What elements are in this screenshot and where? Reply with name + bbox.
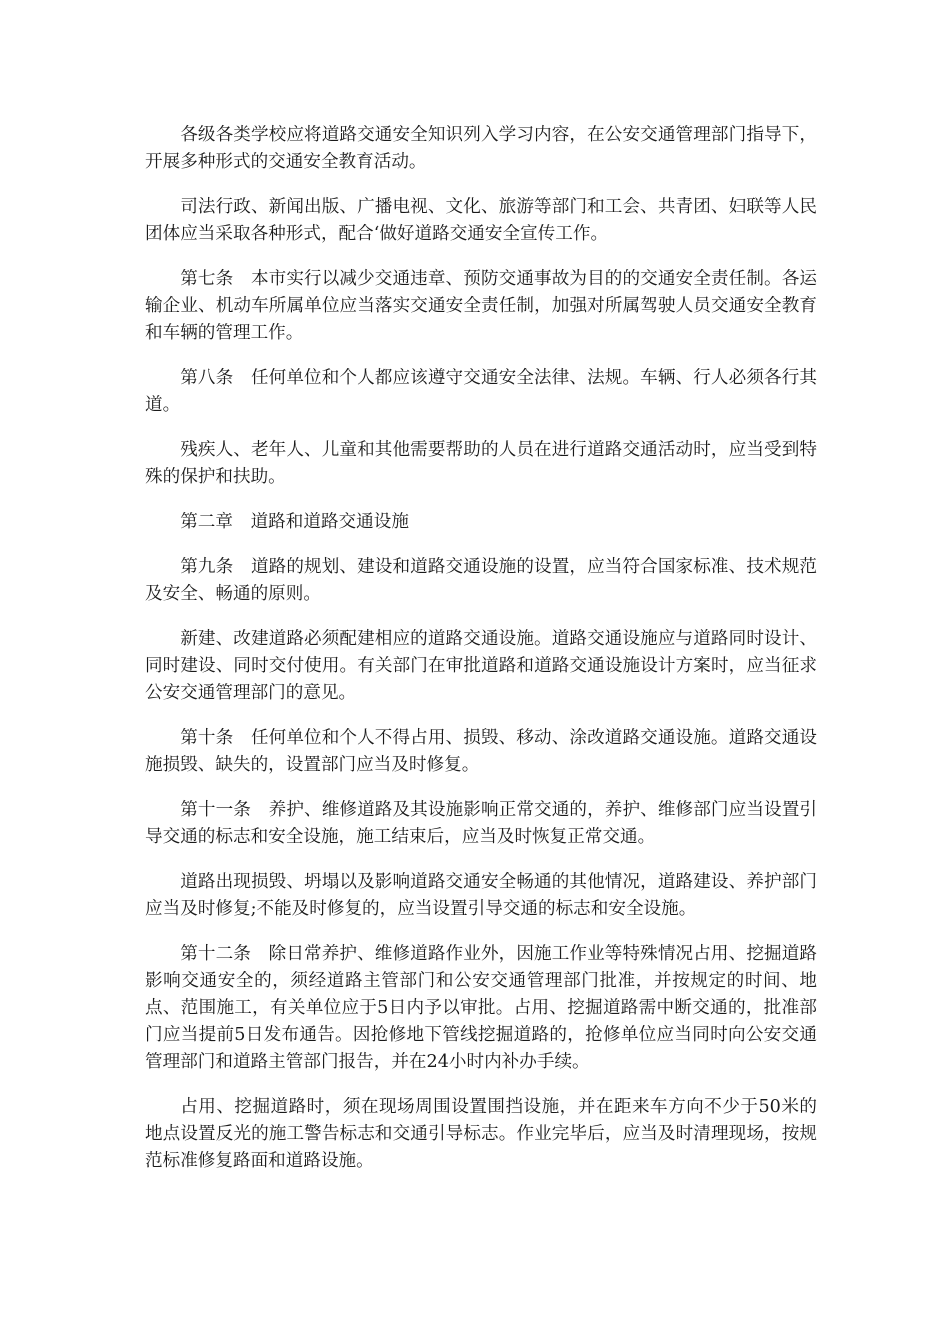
paragraph-road-damage: 道路出现损毁、坍塌以及影响道路交通安全畅通的其他情况，道路建设、养护部门应当及时修复;不能及时修复的，应当设置引导交通的标志和安全设施。 [145, 872, 817, 919]
paragraph-special-protection: 残疾人、老年人、儿童和其他需要帮助的人员在进行道路交通活动时，应当受到特殊的保护和扶助。 [145, 440, 817, 487]
paragraph-article-11: 第十一条 养护、维修道路及其设施影响正常交通的，养护、维修部门应当设置引导交通的标志和安全设施，施工结束后，应当及时恢复正常交通。 [145, 800, 817, 847]
paragraph-excavation-site: 占用、挖掘道路时，须在现场周围设置围挡设施，并在距来车方向不少于50米的地点设置反光的施工警告标志和交通引导标志。作业完毕后，应当及时清理现场，按规范标准修复路面和道路设施。 [145, 1097, 817, 1171]
paragraph-article-8: 第八条 任何单位和个人都应该遵守交通安全法律、法规。车辆、行人必须各行其道。 [145, 368, 817, 415]
paragraph-school-education: 各级各类学校应将道路交通安全知识列入学习内容，在公安交通管理部门指导下，开展多种形式的交通安全教育活动。 [145, 125, 817, 172]
paragraph-article-9: 第九条 道路的规划、建设和道路交通设施的设置，应当符合国家标准、技术规范及安全、畅通的原则。 [145, 557, 817, 604]
paragraph-article-7: 第七条 本市实行以减少交通违章、预防交通事故为目的的交通安全责任制。各运输企业、机动车所属单位应当落实交通安全责任制，加强对所属驾驶人员交通安全教育和车辆的管理工作。 [145, 269, 817, 343]
paragraph-new-roads: 新建、改建道路必须配建相应的道路交通设施。道路交通设施应与道路同时设计、同时建设、同时交付使用。有关部门在审批道路和道路交通设施设计方案时，应当征求公安交通管理部门的意见。 [145, 629, 817, 703]
chapter-heading-2: 第二章 道路和道路交通设施 [180, 512, 409, 532]
document-page [145, 122, 817, 1193]
paragraph-article-12: 第十二条 除日常养护、维修道路作业外，因施工作业等特殊情况占用、挖掘道路影响交通安全的，须经道路主管部门和公安交通管理部门批准，并按规定的时间、地点、范围施工，有关单位应于5日内予以审批。占用、挖掘道路需中断交通的，批准部门应当提前5日发布通告。因抢修地下管线挖掘道路的，抢修单位应当同时向公安交通管理部门和道路主管部门报告，并在24小时内补办手续。 [145, 944, 817, 1072]
paragraph-publicity-departments: 司法行政、新闻出版、广播电视、文化、旅游等部门和工会、共青团、妇联等人民团体应当采取各种形式，配合‘做好道路交通安全宣传工作。 [145, 197, 817, 244]
paragraph-article-10: 第十条 任何单位和个人不得占用、损毁、移动、涂改道路交通设施。道路交通设施损毁、缺失的，设置部门应当及时修复。 [145, 728, 817, 775]
